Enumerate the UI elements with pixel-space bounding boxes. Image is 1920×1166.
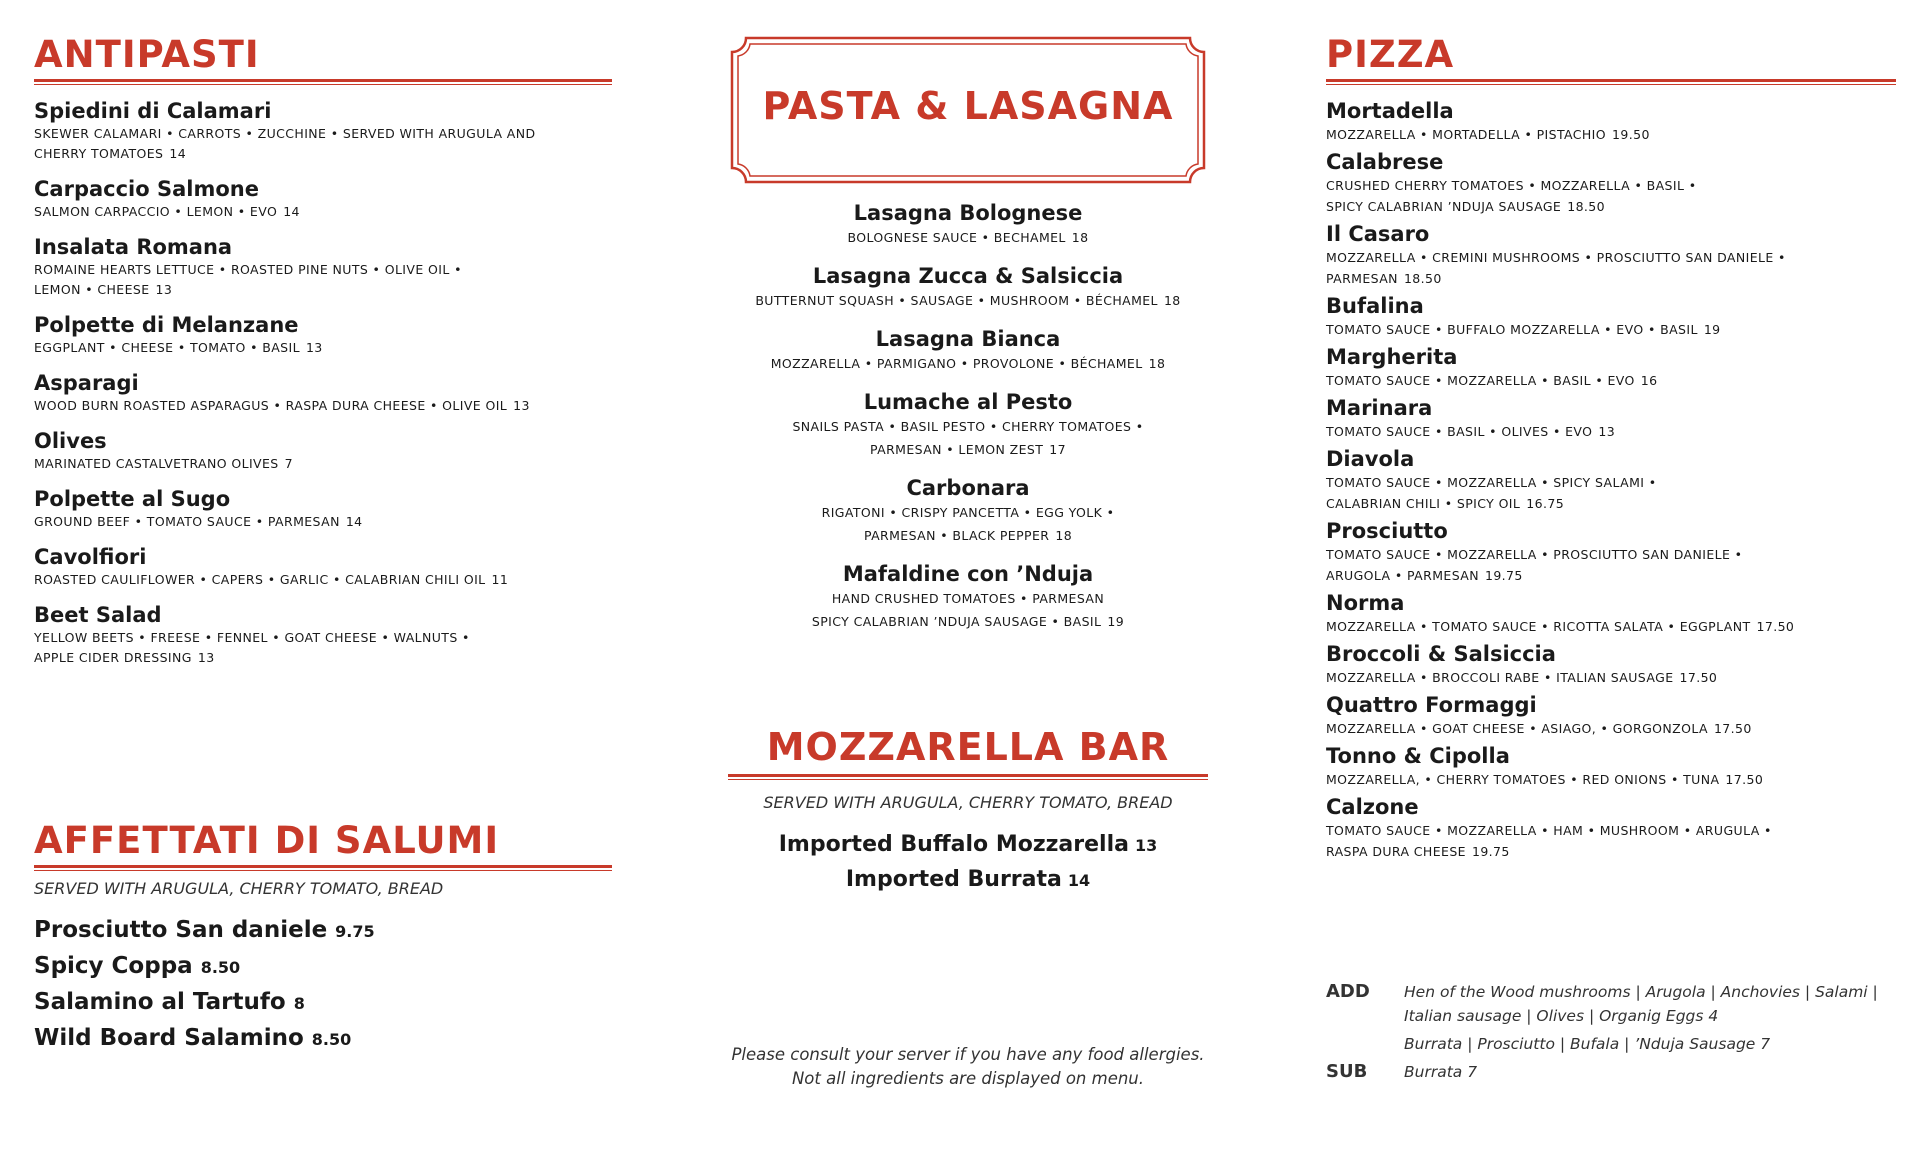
add-options [1404,980,1896,1056]
item-price: 14 [169,146,187,161]
item-price: 8 [293,994,305,1013]
item-name: Carbonara [906,476,1030,500]
item-name: Polpette di Melanzane [34,313,299,337]
antipasti-divider [34,79,612,85]
salumi-list [34,913,375,1057]
item-name: Diavola [1326,447,1415,471]
item-name: Carpaccio Salmone [34,177,259,201]
menu-item [34,176,612,222]
item-description: RIGATONI • CRISPY PANCETTA • EGG YOLK • [821,505,1115,520]
item-description: MOZZARELLA, • CHERRY TOMATOES • RED ONIONS • TUNA 17.50 [1326,772,1764,787]
mozzarella-subtitle: SERVED WITH ARUGULA, CHERRY TOMATO, BREAD [763,793,1173,812]
item-price: 19.75 [1471,844,1510,859]
menu-item [1326,344,1896,391]
item-description: CHERRY TOMATOES 14 [34,146,187,161]
menu-item [1326,692,1896,739]
item-description: SPICY CALABRIAN ’NDUJA SAUSAGE • BASIL 19 [811,614,1125,629]
menu-item [34,312,612,358]
item-price: 16.75 [1526,496,1565,511]
item-price: 13 [197,650,215,665]
item-name: Lasagna Zucca & Salsiccia [812,264,1124,288]
item-description: CRUSHED CHERRY TOMATOES • MOZZARELLA • BASIL • [1326,178,1697,193]
item-name: Imported Buffalo Mozzarella [778,832,1129,857]
item-description: MOZZARELLA • MORTADELLA • PISTACHIO 19.50 [1326,127,1650,142]
item-name: Prosciutto [1326,519,1448,543]
item-price: 14 [1067,871,1091,890]
mozzarella-divider [728,774,1208,780]
menu-item [1326,794,1896,862]
item-description: MOZZARELLA • CREMINI MUSHROOMS • PROSCIUTTO SAN DANIELE • [1326,250,1786,265]
item-description: PARMESAN • LEMON ZEST 17 [869,442,1066,457]
item-price: 17 [1049,442,1066,457]
item-price: 11 [491,572,509,587]
item-price: 18 [1163,293,1181,308]
item-description: CALABRIAN CHILI • SPICY OIL 16.75 [1326,496,1565,511]
menu-item [1326,293,1896,340]
item-description: HAND CRUSHED TOMATOES • PARMESAN [831,591,1105,606]
mozzarella-list [728,828,1208,898]
item-description: ARUGOLA • PARMESAN 19.75 [1326,568,1523,583]
item-price: 7 [284,456,294,471]
item-description: WOOD BURN ROASTED ASPARAGUS • RASPA DURA CHEESE • OLIVE OIL 13 [34,398,530,413]
item-name: Norma [1326,591,1405,615]
item-name: Margherita [1326,345,1458,369]
item-price: 18 [1055,528,1073,543]
item-description: TOMATO SAUCE • MOZZARELLA • BASIL • EVO 16 [1326,373,1658,388]
item-price: 19 [1703,322,1721,337]
item-description: YELLOW BEETS • FREESE • FENNEL • GOAT CHEESE • WALNUTS • [34,630,470,645]
item-price: 13 [1134,836,1158,855]
item-description: PARMESAN 18.50 [1326,271,1442,286]
item-price: 13 [155,282,173,297]
item-description: SALMON CARPACCIO • LEMON • EVO 14 [34,204,300,219]
item-description: SKEWER CALAMARI • CARROTS • ZUCCHINE • SERVED WITH ARUGULA AND [34,126,536,141]
item-description: TOMATO SAUCE • BASIL • OLIVES • EVO 13 [1326,424,1616,439]
item-price: 13 [305,340,323,355]
menu-item [34,234,612,300]
item-description: TOMATO SAUCE • BUFFALO MOZZARELLA • EVO • BASIL 19 [1326,322,1721,337]
item-description: MARINATED CASTALVETRANO OLIVES 7 [34,456,294,471]
pizza-heading: PIZZA [1326,33,1455,76]
item-price: 17.50 [1756,619,1795,634]
item-name: Spiedini di Calamari [34,99,272,123]
item-price: 18.50 [1567,199,1606,214]
add-line: Burrata | Prosciutto | Bufala | ’Nduja Sausage 7 [1404,1035,1771,1053]
menu-item [34,985,375,1021]
salumi-heading: AFFETTATI DI SALUMI [34,819,500,862]
sub-line: Burrata 7 [1404,1063,1478,1081]
item-price: 8.50 [311,1030,352,1049]
menu-item [728,263,1208,312]
item-price: 8.50 [200,958,241,977]
item-description: SPICY CALABRIAN ’NDUJA SAUSAGE 18.50 [1326,199,1606,214]
allergy-line-2: Not all ingredients are displayed on menu. [791,1069,1145,1088]
item-description: TOMATO SAUCE • MOZZARELLA • SPICY SALAMI • [1326,475,1657,490]
menu-item [1326,518,1896,586]
item-description: EGGPLANT • CHEESE • TOMATO • BASIL 13 [34,340,323,355]
item-name: Polpette al Sugo [34,487,231,511]
sub-row [1326,1060,1896,1084]
menu-item [728,828,1208,863]
item-description: PARMESAN • BLACK PEPPER 18 [863,528,1073,543]
item-price: 16 [1640,373,1658,388]
menu-item [34,370,612,416]
menu-item [728,863,1208,898]
pizza-list [1326,98,1896,866]
menu-item [1326,743,1896,790]
antipasti-list [34,98,612,680]
item-price: 17.50 [1725,772,1764,787]
menu-item [34,486,612,532]
item-price: 19.50 [1612,127,1650,142]
item-name: Lumache al Pesto [863,390,1073,414]
item-price: 13 [1598,424,1616,439]
menu-item [1326,641,1896,688]
item-name: Olives [34,429,107,453]
item-description: RASPA DURA CHEESE 19.75 [1326,844,1510,859]
item-description: MOZZARELLA • GOAT CHEESE • ASIAGO, • GORGONZOLA 17.50 [1326,721,1752,736]
item-description: MOZZARELLA • BROCCOLI RABE • ITALIAN SAUSAGE 17.50 [1326,670,1718,685]
item-description: MOZZARELLA • TOMATO SAUCE • RICOTTA SALATA • EGGPLANT 17.50 [1326,619,1795,634]
menu-item [1326,590,1896,637]
menu-item [728,326,1208,375]
menu-item [34,949,375,985]
item-price: 17.50 [1679,670,1718,685]
menu-item [1326,98,1896,145]
item-description: LEMON • CHEESE 13 [34,282,173,297]
salumi-divider [34,865,612,871]
menu-item [1326,446,1896,514]
item-description: TOMATO SAUCE • MOZZARELLA • PROSCIUTTO SAN DANIELE • [1326,547,1743,562]
item-name: Marinara [1326,396,1433,420]
sub-options [1404,1060,1896,1084]
item-name: Salamino al Tartufo [34,989,286,1015]
antipasti-heading: ANTIPASTI [34,33,260,76]
item-price: 18.50 [1403,271,1442,286]
pizza-extras [1326,980,1896,1088]
item-name: Il Casaro [1326,222,1430,246]
pizza-divider [1326,79,1896,85]
item-name: Asparagi [34,371,139,395]
menu-item [34,602,612,668]
item-name: Insalata Romana [34,235,233,259]
menu-item [34,544,612,590]
item-name: Imported Burrata [845,867,1062,892]
item-name: Quattro Formaggi [1326,693,1537,717]
item-name: Calabrese [1326,150,1444,174]
menu-item [34,1021,375,1057]
item-price: 17.50 [1713,721,1752,736]
add-row [1326,980,1896,1056]
salumi-subtitle: SERVED WITH ARUGULA, CHERRY TOMATO, BREAD [34,879,444,898]
item-price: 19 [1107,614,1125,629]
item-price: 13 [513,398,530,413]
menu-item [728,475,1208,547]
add-line: Hen of the Wood mushrooms | Arugola | Anchovies | Salami | [1404,983,1878,1001]
item-description: SNAILS PASTA • BASIL PESTO • CHERRY TOMATOES • [792,419,1144,434]
menu-item [1326,221,1896,289]
item-price: 14 [345,514,363,529]
item-name: Beet Salad [34,603,162,627]
item-description: ROMAINE HEARTS LETTUCE • ROASTED PINE NUTS • OLIVE OIL • [34,262,462,277]
item-name: Wild Board Salamino [34,1025,304,1051]
item-description: GROUND BEEF • TOMATO SAUCE • PARMESAN 14 [34,514,363,529]
item-description: TOMATO SAUCE • MOZZARELLA • HAM • MUSHROOM • ARUGULA • [1326,823,1772,838]
item-description: ROASTED CAULIFLOWER • CAPERS • GARLIC • CALABRIAN CHILI OIL 11 [34,572,509,587]
item-price: 19.75 [1484,568,1523,583]
item-price: 14 [283,204,300,219]
item-name: Cavolfiori [34,545,147,569]
item-name: Lasagna Bianca [875,327,1061,351]
menu-item [1326,149,1896,217]
menu-item [728,561,1208,633]
menu-item [34,98,612,164]
item-price: 9.75 [335,922,375,941]
item-price: 18 [1148,356,1166,371]
menu-item [728,200,1208,249]
add-line: Italian sausage | Olives | Organig Eggs 4 [1404,1007,1719,1025]
item-name: Prosciutto San daniele [34,917,328,943]
item-name: Mafaldine con ’Nduja [842,562,1094,586]
item-name: Spicy Coppa [34,953,193,979]
menu-item [1326,395,1896,442]
item-description: BUTTERNUT SQUASH • SAUSAGE • MUSHROOM • BÉCHAMEL 18 [755,293,1181,308]
item-name: Tonno & Cipolla [1326,744,1510,768]
allergy-line-1: Please consult your server if you have any food allergies. [731,1045,1205,1064]
menu-item [728,389,1208,461]
item-price: 18 [1071,230,1089,245]
sub-label: SUB [1326,1061,1368,1082]
item-name: Lasagna Bolognese [853,201,1083,225]
menu-item [34,428,612,474]
pasta-list [728,200,1208,647]
item-name: Broccoli & Salsiccia [1326,642,1556,666]
item-name: Bufalina [1326,294,1424,318]
add-label: ADD [1326,981,1370,1002]
item-name: Mortadella [1326,99,1454,123]
mozzarella-heading: MOZZARELLA BAR [766,725,1170,769]
item-description: BOLOGNESE SAUCE • BECHAMEL 18 [847,230,1089,245]
allergy-notice [718,1043,1218,1091]
menu-item [34,913,375,949]
item-name: Calzone [1326,795,1419,819]
item-description: MOZZARELLA • PARMIGANO • PROVOLONE • BÉCHAMEL 18 [770,356,1166,371]
item-description: APPLE CIDER DRESSING 13 [34,650,215,665]
pasta-heading: PASTA & LASAGNA [762,84,1174,128]
